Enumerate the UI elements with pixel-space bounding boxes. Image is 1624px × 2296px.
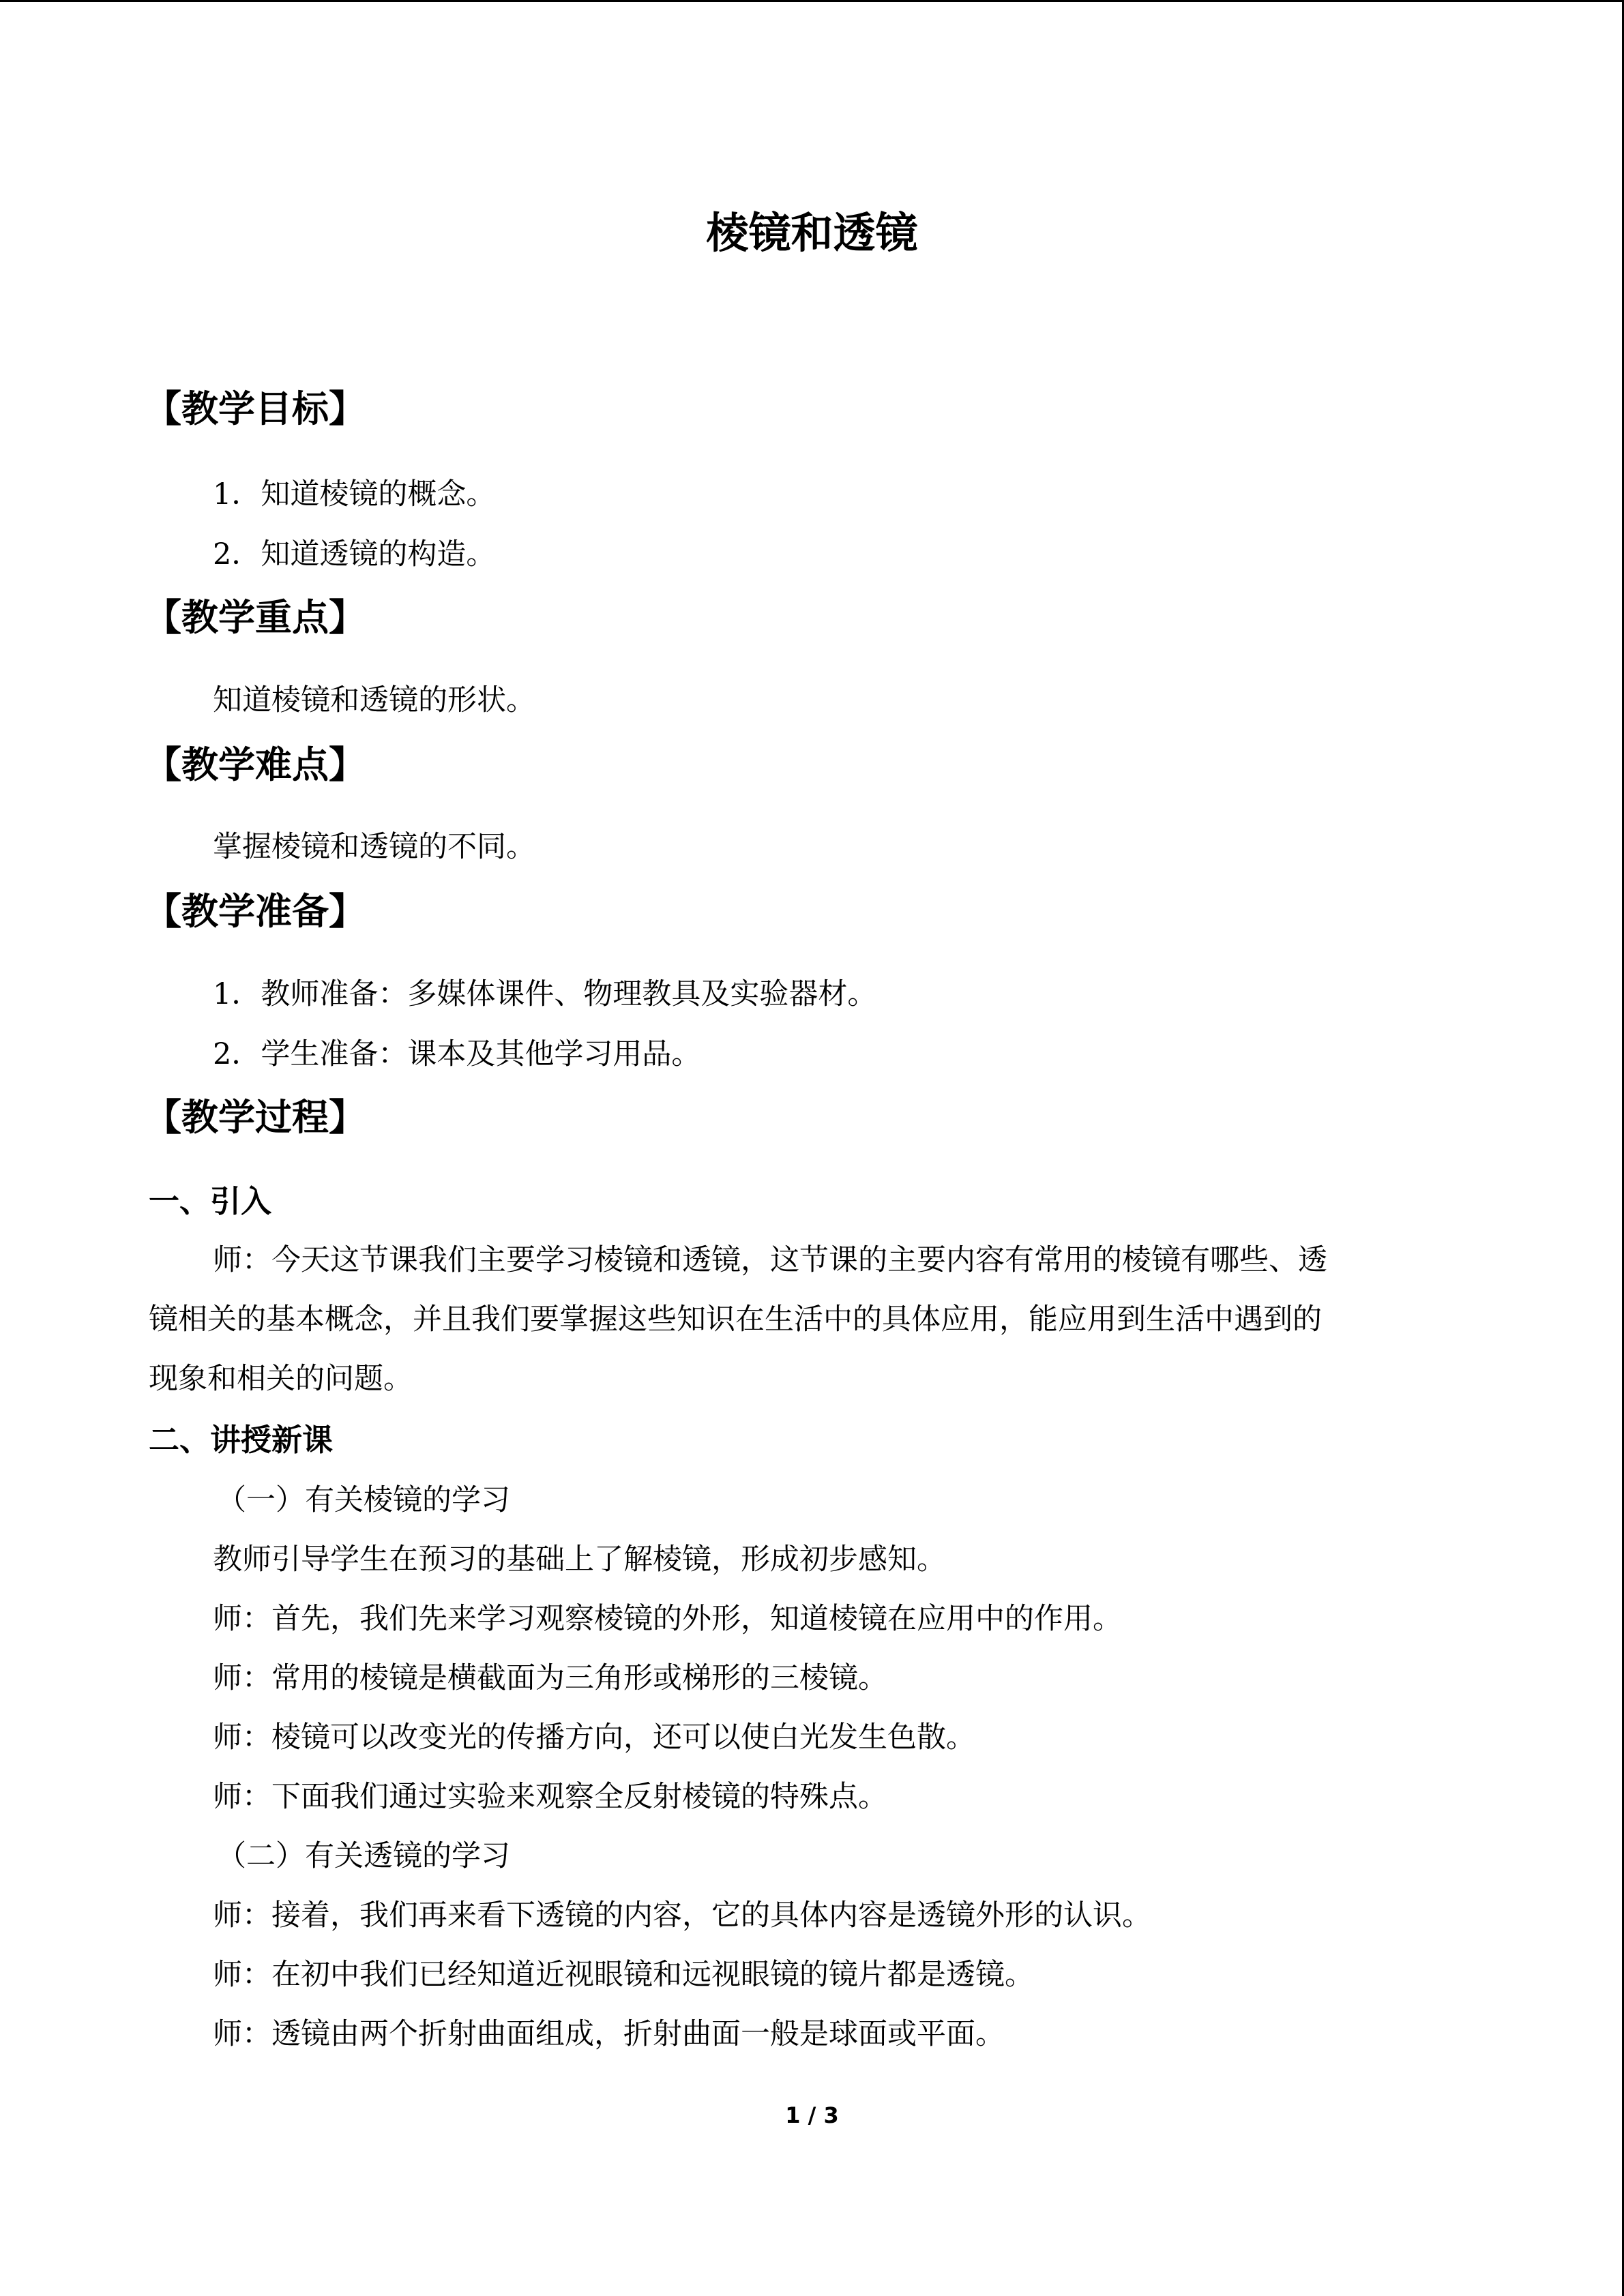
subheading-intro: 一、引入 bbox=[149, 1183, 272, 1219]
difficulties-text: 掌握棱镜和透镜的不同。 bbox=[213, 830, 535, 864]
page-border-top bbox=[0, 0, 1624, 2]
heading-key-points: 【教学重点】 bbox=[145, 596, 366, 639]
heading-preparation: 【教学准备】 bbox=[145, 890, 366, 933]
intro-line-3: 现象和相关的问题。 bbox=[149, 1362, 413, 1396]
preparation-item-2: 2．学生准备：课本及其他学习用品。 bbox=[213, 1037, 701, 1071]
heading-process: 【教学过程】 bbox=[145, 1096, 366, 1139]
page-number: 1 / 3 bbox=[785, 2102, 839, 2128]
subheading-new-lesson: 二、讲授新课 bbox=[149, 1422, 334, 1458]
heading-difficulties: 【教学难点】 bbox=[145, 743, 366, 786]
objective-item-1: 1．知道棱镜的概念。 bbox=[213, 477, 496, 511]
part2-line-2: 师：在初中我们已经知道近视眼镜和远视眼镜的镜片都是透镜。 bbox=[213, 1958, 1034, 1992]
part1-line-1: 教师引导学生在预习的基础上了解棱镜，形成初步感知。 bbox=[213, 1542, 946, 1577]
heading-objectives: 【教学目标】 bbox=[145, 387, 366, 430]
part1-line-4: 师：棱镜可以改变光的传播方向，还可以使白光发生色散。 bbox=[213, 1720, 975, 1755]
part1-title: （一）有关棱镜的学习 bbox=[217, 1483, 510, 1517]
part2-line-3: 师：透镜由两个折射曲面组成，折射曲面一般是球面或平面。 bbox=[213, 2017, 1005, 2051]
part2-title: （二）有关透镜的学习 bbox=[217, 1839, 510, 1873]
objective-item-2: 2．知道透镜的构造。 bbox=[213, 537, 496, 571]
part2-line-1: 师：接着，我们再来看下透镜的内容，它的具体内容是透镜外形的认识。 bbox=[213, 1898, 1151, 1933]
intro-line-1: 师：今天这节课我们主要学习棱镜和透镜，这节课的主要内容有常用的棱镜有哪些、透 bbox=[213, 1243, 1327, 1277]
intro-line-2: 镜相关的基本概念，并且我们要掌握这些知识在生活中的具体应用，能应用到生活中遇到的 bbox=[149, 1302, 1322, 1337]
key-points-text: 知道棱镜和透镜的形状。 bbox=[213, 683, 535, 717]
part1-line-3: 师：常用的棱镜是横截面为三角形或梯形的三棱镜。 bbox=[213, 1661, 887, 1695]
preparation-item-1: 1．教师准备：多媒体课件、物理教具及实验器材。 bbox=[213, 977, 877, 1011]
part1-line-2: 师：首先，我们先来学习观察棱镜的外形，知道棱镜在应用中的作用。 bbox=[213, 1602, 1122, 1636]
part1-line-5: 师：下面我们通过实验来观察全反射棱镜的特殊点。 bbox=[213, 1780, 887, 1814]
document-title: 棱镜和透镜 bbox=[706, 208, 918, 258]
